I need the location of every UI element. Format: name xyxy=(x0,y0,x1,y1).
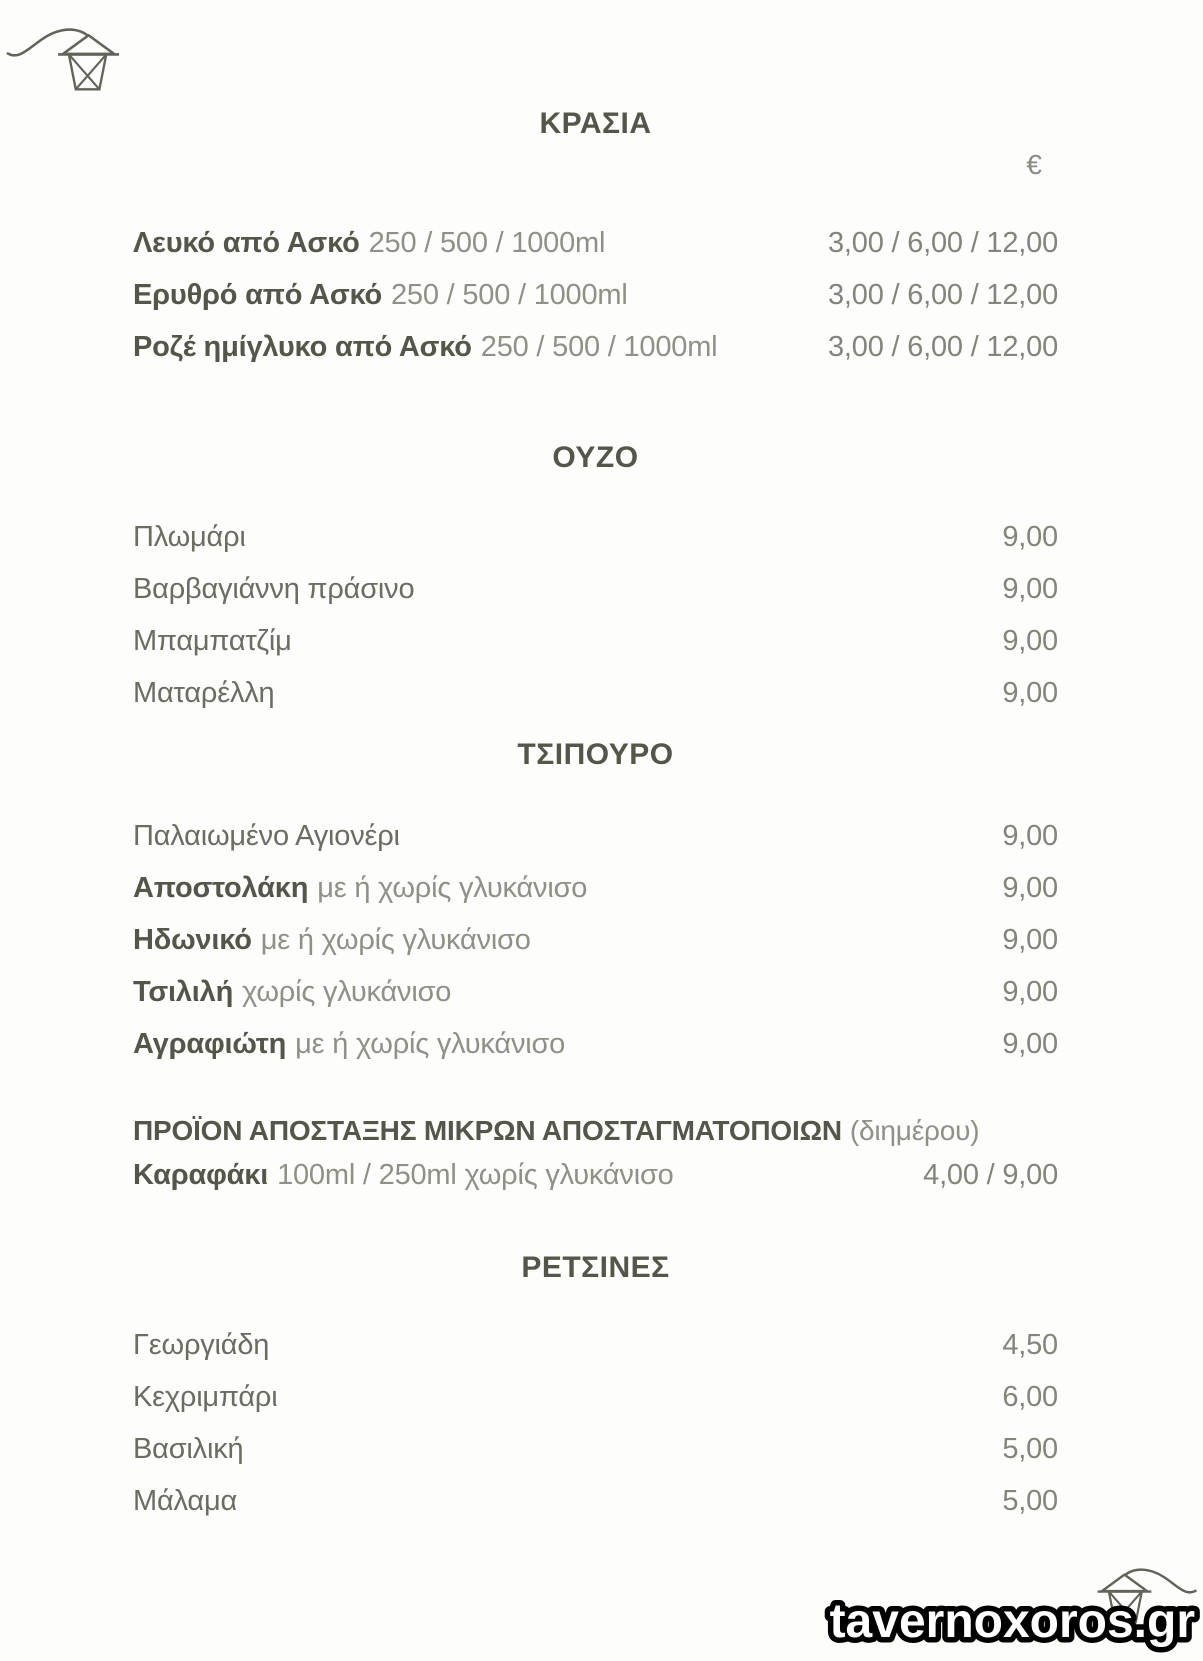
item-price: 9,00 xyxy=(1002,625,1058,657)
site-watermark xyxy=(781,1582,1201,1659)
item-price: 9,00 xyxy=(1002,677,1058,709)
menu-item xyxy=(133,1484,1058,1518)
item-name: Γεωργιάδη xyxy=(133,1329,270,1361)
item-price: 6,00 xyxy=(1002,1381,1058,1413)
item-name: Μπαμπατζίμ xyxy=(133,625,292,657)
item-detail: 100ml / 250ml χωρίς γλυκάνισο xyxy=(277,1159,674,1191)
menu-item xyxy=(133,1158,1058,1192)
distillers-note-title xyxy=(133,1114,1058,1148)
item-name: Αγραφιώτη xyxy=(133,1028,287,1060)
item-name: Βαρβαγιάννη πράσινο xyxy=(133,573,415,605)
note-title-text: ΠΡΟΪΟΝ ΑΠΟΣΤΑΞΗΣ ΜΙΚΡΩΝ ΑΠΟΣΤΑΓΜΑΤΟΠΟΙΩΝ xyxy=(133,1115,842,1146)
currency-symbol: € xyxy=(1026,149,1042,180)
item-price: 9,00 xyxy=(1002,872,1058,904)
menu-item xyxy=(133,1328,1058,1362)
item-name: Τσιλιλή xyxy=(133,976,234,1008)
item-detail: με ή χωρίς γλυκάνισο xyxy=(295,1028,566,1060)
section-heading-wines: ΚΡΑΣΙΑ xyxy=(539,107,652,140)
item-name: Βασιλική xyxy=(133,1433,244,1465)
menu-item xyxy=(133,330,1058,364)
item-name: Μάλαμα xyxy=(133,1485,238,1517)
item-price: 9,00 xyxy=(1002,976,1058,1008)
menu-item xyxy=(133,624,1058,658)
tsipouro-list xyxy=(133,819,1058,1061)
item-price: 5,00 xyxy=(1002,1433,1058,1465)
item-detail: 250 / 500 / 1000ml xyxy=(480,331,718,363)
section-heading-retsines: ΡΕΤΣΙΝΕΣ xyxy=(521,1251,670,1284)
retsina-list xyxy=(133,1328,1058,1518)
item-detail: 250 / 500 / 1000ml xyxy=(368,227,606,259)
item-name: Ροζέ ημίγλυκο από Ασκό xyxy=(133,331,472,363)
item-price: 3,00 / 6,00 / 12,00 xyxy=(828,279,1058,311)
section-heading-tsipouro: ΤΣΙΠΟΥΡΟ xyxy=(517,738,674,771)
item-price: 9,00 xyxy=(1002,573,1058,605)
item-price: 9,00 xyxy=(1002,924,1058,956)
item-name: Ματαρέλλη xyxy=(133,677,275,709)
menu-item xyxy=(133,871,1058,905)
menu-item xyxy=(133,1027,1058,1061)
menu-item xyxy=(133,975,1058,1009)
menu-item xyxy=(133,923,1058,957)
ouzo-list xyxy=(133,520,1058,710)
lantern-icon xyxy=(4,6,122,101)
menu-item xyxy=(133,1432,1058,1466)
item-name: Λευκό από Ασκό xyxy=(133,227,360,259)
note-title-detail: (διημέρου) xyxy=(849,1115,980,1146)
item-price: 4,50 xyxy=(1002,1329,1058,1361)
menu-item xyxy=(133,1380,1058,1414)
item-name: Ερυθρό από Ασκό xyxy=(133,279,382,311)
item-price: 9,00 xyxy=(1002,521,1058,553)
item-name: Ηδωνικό xyxy=(133,924,252,956)
menu-item xyxy=(133,226,1058,260)
section-heading-ouzo: ΟΥΖΟ xyxy=(552,441,639,474)
item-name: Παλαιωμένο Αγιονέρι xyxy=(133,820,400,852)
menu-item xyxy=(133,520,1058,554)
menu-item xyxy=(133,278,1058,312)
item-price: 9,00 xyxy=(1002,820,1058,852)
item-price: 5,00 xyxy=(1002,1485,1058,1517)
item-price: 3,00 / 6,00 / 12,00 xyxy=(828,227,1058,259)
item-name: Καραφάκι xyxy=(133,1159,269,1191)
menu-item xyxy=(133,572,1058,606)
item-detail: χωρίς γλυκάνισο xyxy=(242,976,452,1008)
menu-item xyxy=(133,819,1058,853)
wine-list xyxy=(133,226,1058,364)
item-name: Κεχριμπάρι xyxy=(133,1381,278,1413)
item-price: 3,00 / 6,00 / 12,00 xyxy=(828,331,1058,363)
item-detail: 250 / 500 / 1000ml xyxy=(390,279,628,311)
item-price: 4,00 / 9,00 xyxy=(923,1159,1058,1191)
item-price: 9,00 xyxy=(1002,1028,1058,1060)
item-name: Αποστολάκη xyxy=(133,872,309,904)
watermark-text: tavernoxoros.gr xyxy=(829,1595,1195,1648)
item-name: Πλωμάρι xyxy=(133,521,246,553)
item-detail: με ή χωρίς γλυκάνισο xyxy=(260,924,531,956)
menu-item xyxy=(133,676,1058,710)
item-detail: με ή χωρίς γλυκάνισο xyxy=(317,872,588,904)
